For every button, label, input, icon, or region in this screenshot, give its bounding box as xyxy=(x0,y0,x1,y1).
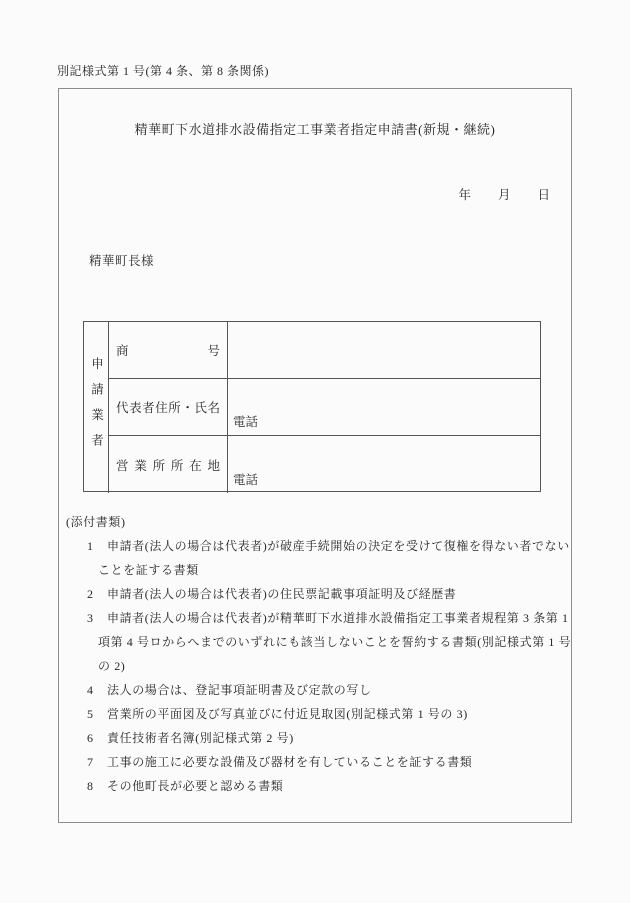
attachment-line xyxy=(66,702,571,726)
attachment-text: 申請者(法人の場合は代表者)の住民票記載事項証明及び経歴書 xyxy=(107,587,457,601)
attachments-heading: (添付書類) xyxy=(66,515,126,529)
attachment-text: 項第 4 号ロからへまでのいずれにも該当しないことを誓約する書類(別記様式第 1 号 xyxy=(98,635,572,649)
trade-name-label: 商号 xyxy=(116,344,220,358)
attachment-line xyxy=(66,726,571,750)
attachment-number: 5 xyxy=(87,707,93,721)
attachment-line xyxy=(66,606,571,630)
attachment-text: 工事の施工に必要な設備及び器材を有していることを証する書類 xyxy=(107,755,473,769)
attachment-number: 2 xyxy=(87,587,93,601)
attachment-line xyxy=(66,774,571,798)
attachment-number: 6 xyxy=(87,731,93,745)
attachment-text: ことを証する書類 xyxy=(98,563,199,577)
attachment-line xyxy=(66,678,571,702)
applicant-group-label: 申請業者 xyxy=(89,356,104,459)
date-line xyxy=(458,185,550,203)
value-cell-trade-name xyxy=(228,322,540,379)
attachment-line xyxy=(66,630,571,654)
attachment-number: 8 xyxy=(87,779,93,793)
phone-label: 電話 xyxy=(233,415,259,429)
attachment-text: 営業所の平面図及び写真並びに付近見取図(別記様式第 1 号の 3) xyxy=(107,707,468,721)
label-cell-office-address xyxy=(109,436,228,493)
label-cell-trade-name xyxy=(109,322,228,379)
attachment-number: 4 xyxy=(87,683,93,697)
day-label: 日 xyxy=(537,188,550,202)
applicant-table xyxy=(83,321,541,492)
attachment-text: 法人の場合は、登記事項証明書及び定款の写し xyxy=(107,683,372,697)
phone-label: 電話 xyxy=(233,473,259,487)
month-label: 月 xyxy=(497,188,511,202)
value-cell-representative xyxy=(228,379,540,436)
attachment-text: 責任技術者名簿(別記様式第 2 号) xyxy=(107,731,294,745)
attachment-line xyxy=(66,534,571,558)
attachment-line xyxy=(66,582,571,606)
value-cell-office-address xyxy=(228,436,540,493)
attachment-number: 3 xyxy=(87,611,93,625)
attachments-section xyxy=(66,510,571,798)
attachment-text: の 2) xyxy=(98,659,126,673)
office-address-label: 営業所所在地 xyxy=(116,458,220,473)
year-label: 年 xyxy=(458,188,471,202)
attachment-line xyxy=(66,750,571,774)
attachment-text: 申請者(法人の場合は代表者)が破産手続開始の決定を受けて復権を得ない者でない xyxy=(107,539,570,553)
attachment-line xyxy=(66,558,571,582)
attachment-text: その他町長が必要と認める書類 xyxy=(107,779,284,793)
applicant-group-cell xyxy=(84,322,109,493)
label-cell-representative xyxy=(109,379,228,436)
attachment-text: 申請者(法人の場合は代表者)が精華町下水道排水設備指定工事業者規程第 3 条第 1 xyxy=(107,611,569,625)
addressee: 精華町長様 xyxy=(89,254,155,268)
document-title: 精華町下水道排水設備指定工事業者指定申請書(新規・継続) xyxy=(134,122,496,137)
attachment-line xyxy=(66,654,571,678)
document-border-box xyxy=(58,88,572,823)
attachment-number: 7 xyxy=(87,755,93,769)
representative-label: 代表者住所・氏名 xyxy=(116,401,220,415)
form-number-label: 別記様式第 1 号(第 4 条、第 8 条関係) xyxy=(57,64,269,78)
attachment-number: 1 xyxy=(87,539,93,553)
